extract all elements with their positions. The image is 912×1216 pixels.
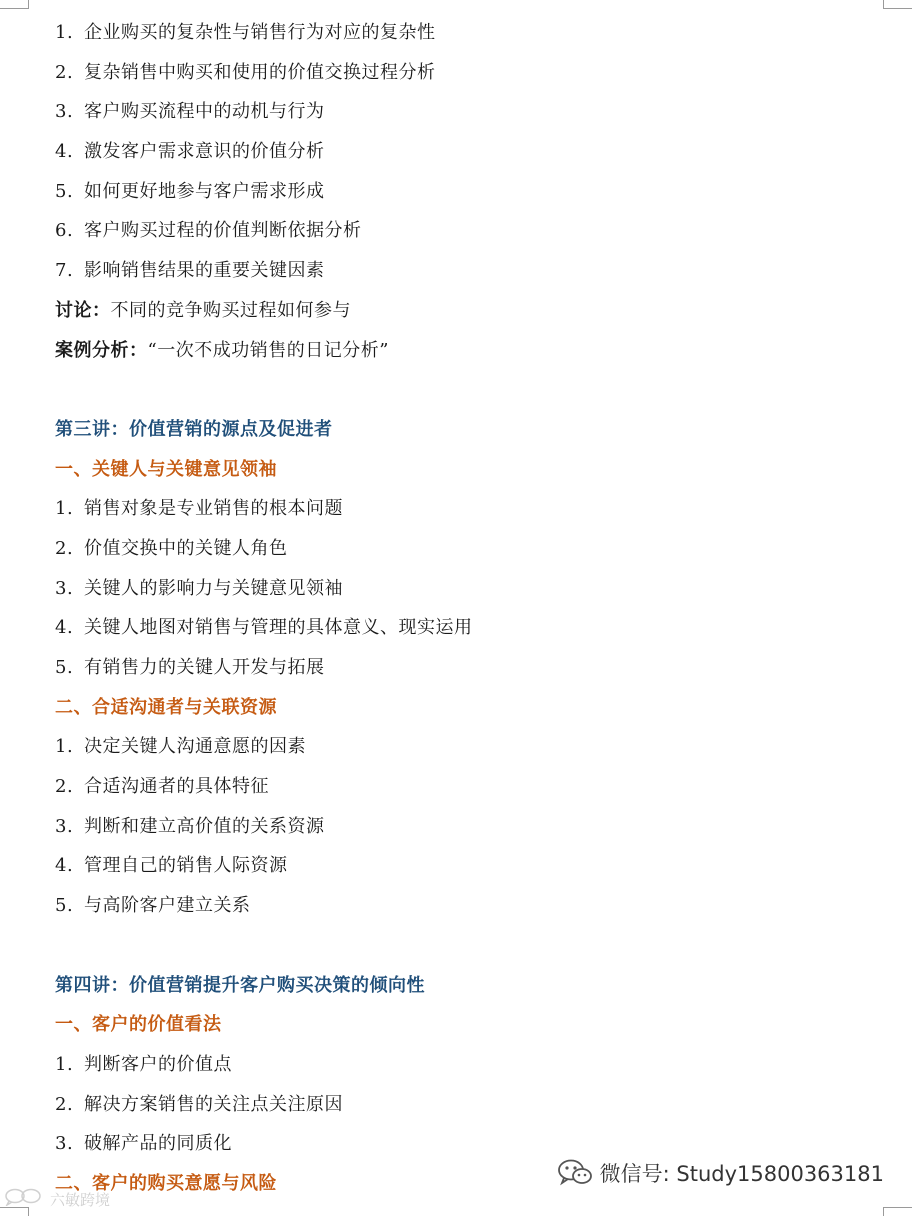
list-item <box>55 807 895 847</box>
paragraph-text: “一次不成功销售的日记分析” <box>147 339 389 361</box>
list-item <box>55 1045 895 1085</box>
list-item-number: 4. <box>55 617 74 639</box>
section-heading: 一、客户的价值看法 <box>55 1014 222 1036</box>
list-item-text: 合适沟通者的具体特征 <box>84 776 269 798</box>
section-heading: 二、客户的购买意愿与风险 <box>55 1172 277 1194</box>
list-item-number: 2. <box>55 61 74 83</box>
lecture-heading: 第三讲：价值营销的源点及促进者 <box>55 418 333 440</box>
list-item-text: 破解产品的同质化 <box>84 1133 232 1155</box>
list-item-text: 管理自己的销售人际资源 <box>84 855 288 877</box>
watermark-text: 六敏跨境 <box>50 1190 111 1209</box>
list-item <box>55 53 895 93</box>
list-item <box>55 172 895 212</box>
list-item-text: 客户购买流程中的动机与行为 <box>84 101 325 123</box>
list-item-number: 6. <box>55 220 74 242</box>
list-item <box>55 489 895 529</box>
list-item <box>55 846 895 886</box>
list-item <box>55 92 895 132</box>
list-item <box>55 13 895 53</box>
document-body <box>55 13 895 1204</box>
list-item-text: 激发客户需求意识的价值分析 <box>84 141 325 163</box>
labeled-paragraph <box>55 331 895 371</box>
list-item-text: 关键人地图对销售与管理的具体意义、现实运用 <box>84 617 473 639</box>
section-heading: 二、合适沟通者与关联资源 <box>55 696 277 718</box>
page-corner-mark <box>0 0 29 9</box>
list-item-text: 决定关键人沟通意愿的因素 <box>84 736 306 758</box>
wechat-id-text: 微信号: Study15800363181 <box>599 1162 884 1186</box>
list-item <box>55 529 895 569</box>
wechat-id-overlay <box>558 1158 884 1188</box>
list-item-text: 判断客户的价值点 <box>84 1053 232 1075</box>
list-item-text: 与高阶客户建立关系 <box>84 895 251 917</box>
list-item <box>55 886 895 926</box>
list-item-text: 复杂销售中购买和使用的价值交换过程分析 <box>84 61 436 83</box>
list-item-text: 企业购买的复杂性与销售行为对应的复杂性 <box>84 22 436 43</box>
list-item-number: 3. <box>55 815 74 837</box>
list-item-number: 2. <box>55 1093 74 1115</box>
wechat-icon <box>558 1159 592 1187</box>
list-item-number: 5. <box>55 895 74 917</box>
paragraph-text: 不同的竞争购买过程如何参与 <box>110 299 351 321</box>
lecture-heading: 第四讲：价值营销提升客户购买决策的倾向性 <box>55 974 425 996</box>
blank-line <box>55 926 895 966</box>
list-item-text: 如何更好地参与客户需求形成 <box>84 180 325 202</box>
list-item-number: 7. <box>55 260 74 282</box>
list-item-number: 1. <box>55 22 74 43</box>
list-item-number: 1. <box>55 1053 74 1075</box>
list-item <box>55 251 895 291</box>
chat-bubble-icon <box>4 1188 46 1210</box>
list-item <box>55 132 895 172</box>
watermark <box>4 1188 110 1210</box>
list-item-number: 1. <box>55 736 74 758</box>
list-item-text: 影响销售结果的重要关键因素 <box>84 260 325 282</box>
section-heading: 一、关键人与关键意见领袖 <box>55 458 277 480</box>
list-item <box>55 648 895 688</box>
list-item-number: 2. <box>55 776 74 798</box>
list-item-number: 1. <box>55 498 74 520</box>
list-item-number: 5. <box>55 180 74 202</box>
list-item-text: 销售对象是专业销售的根本问题 <box>84 498 343 520</box>
list-item <box>55 727 895 767</box>
list-item-number: 4. <box>55 855 74 877</box>
labeled-paragraph <box>55 291 895 331</box>
blank-line <box>55 370 895 410</box>
list-item-number: 3. <box>55 1133 74 1155</box>
list-item-number: 3. <box>55 101 74 123</box>
list-item-text: 有销售力的关键人开发与拓展 <box>84 657 325 678</box>
list-item-text: 价值交换中的关键人角色 <box>84 537 288 559</box>
list-item-number: 5. <box>55 657 74 678</box>
list-item-text: 解决方案销售的关注点关注原因 <box>84 1093 343 1115</box>
list-item-text: 关键人的影响力与关键意见领袖 <box>84 577 343 599</box>
page-corner-mark <box>883 1207 912 1216</box>
list-item <box>55 569 895 609</box>
list-item-number: 2. <box>55 537 74 559</box>
list-item-number: 4. <box>55 141 74 163</box>
page-corner-mark <box>883 0 912 9</box>
paragraph-label: 案例分析： <box>55 339 148 361</box>
list-item <box>55 1085 895 1125</box>
list-item-text: 客户购买过程的价值判断依据分析 <box>84 220 362 242</box>
list-item-number: 3. <box>55 577 74 599</box>
list-item <box>55 211 895 251</box>
paragraph-label: 讨论： <box>55 299 111 321</box>
list-item-text: 判断和建立高价值的关系资源 <box>84 815 325 837</box>
list-item <box>55 608 895 648</box>
list-item <box>55 767 895 807</box>
